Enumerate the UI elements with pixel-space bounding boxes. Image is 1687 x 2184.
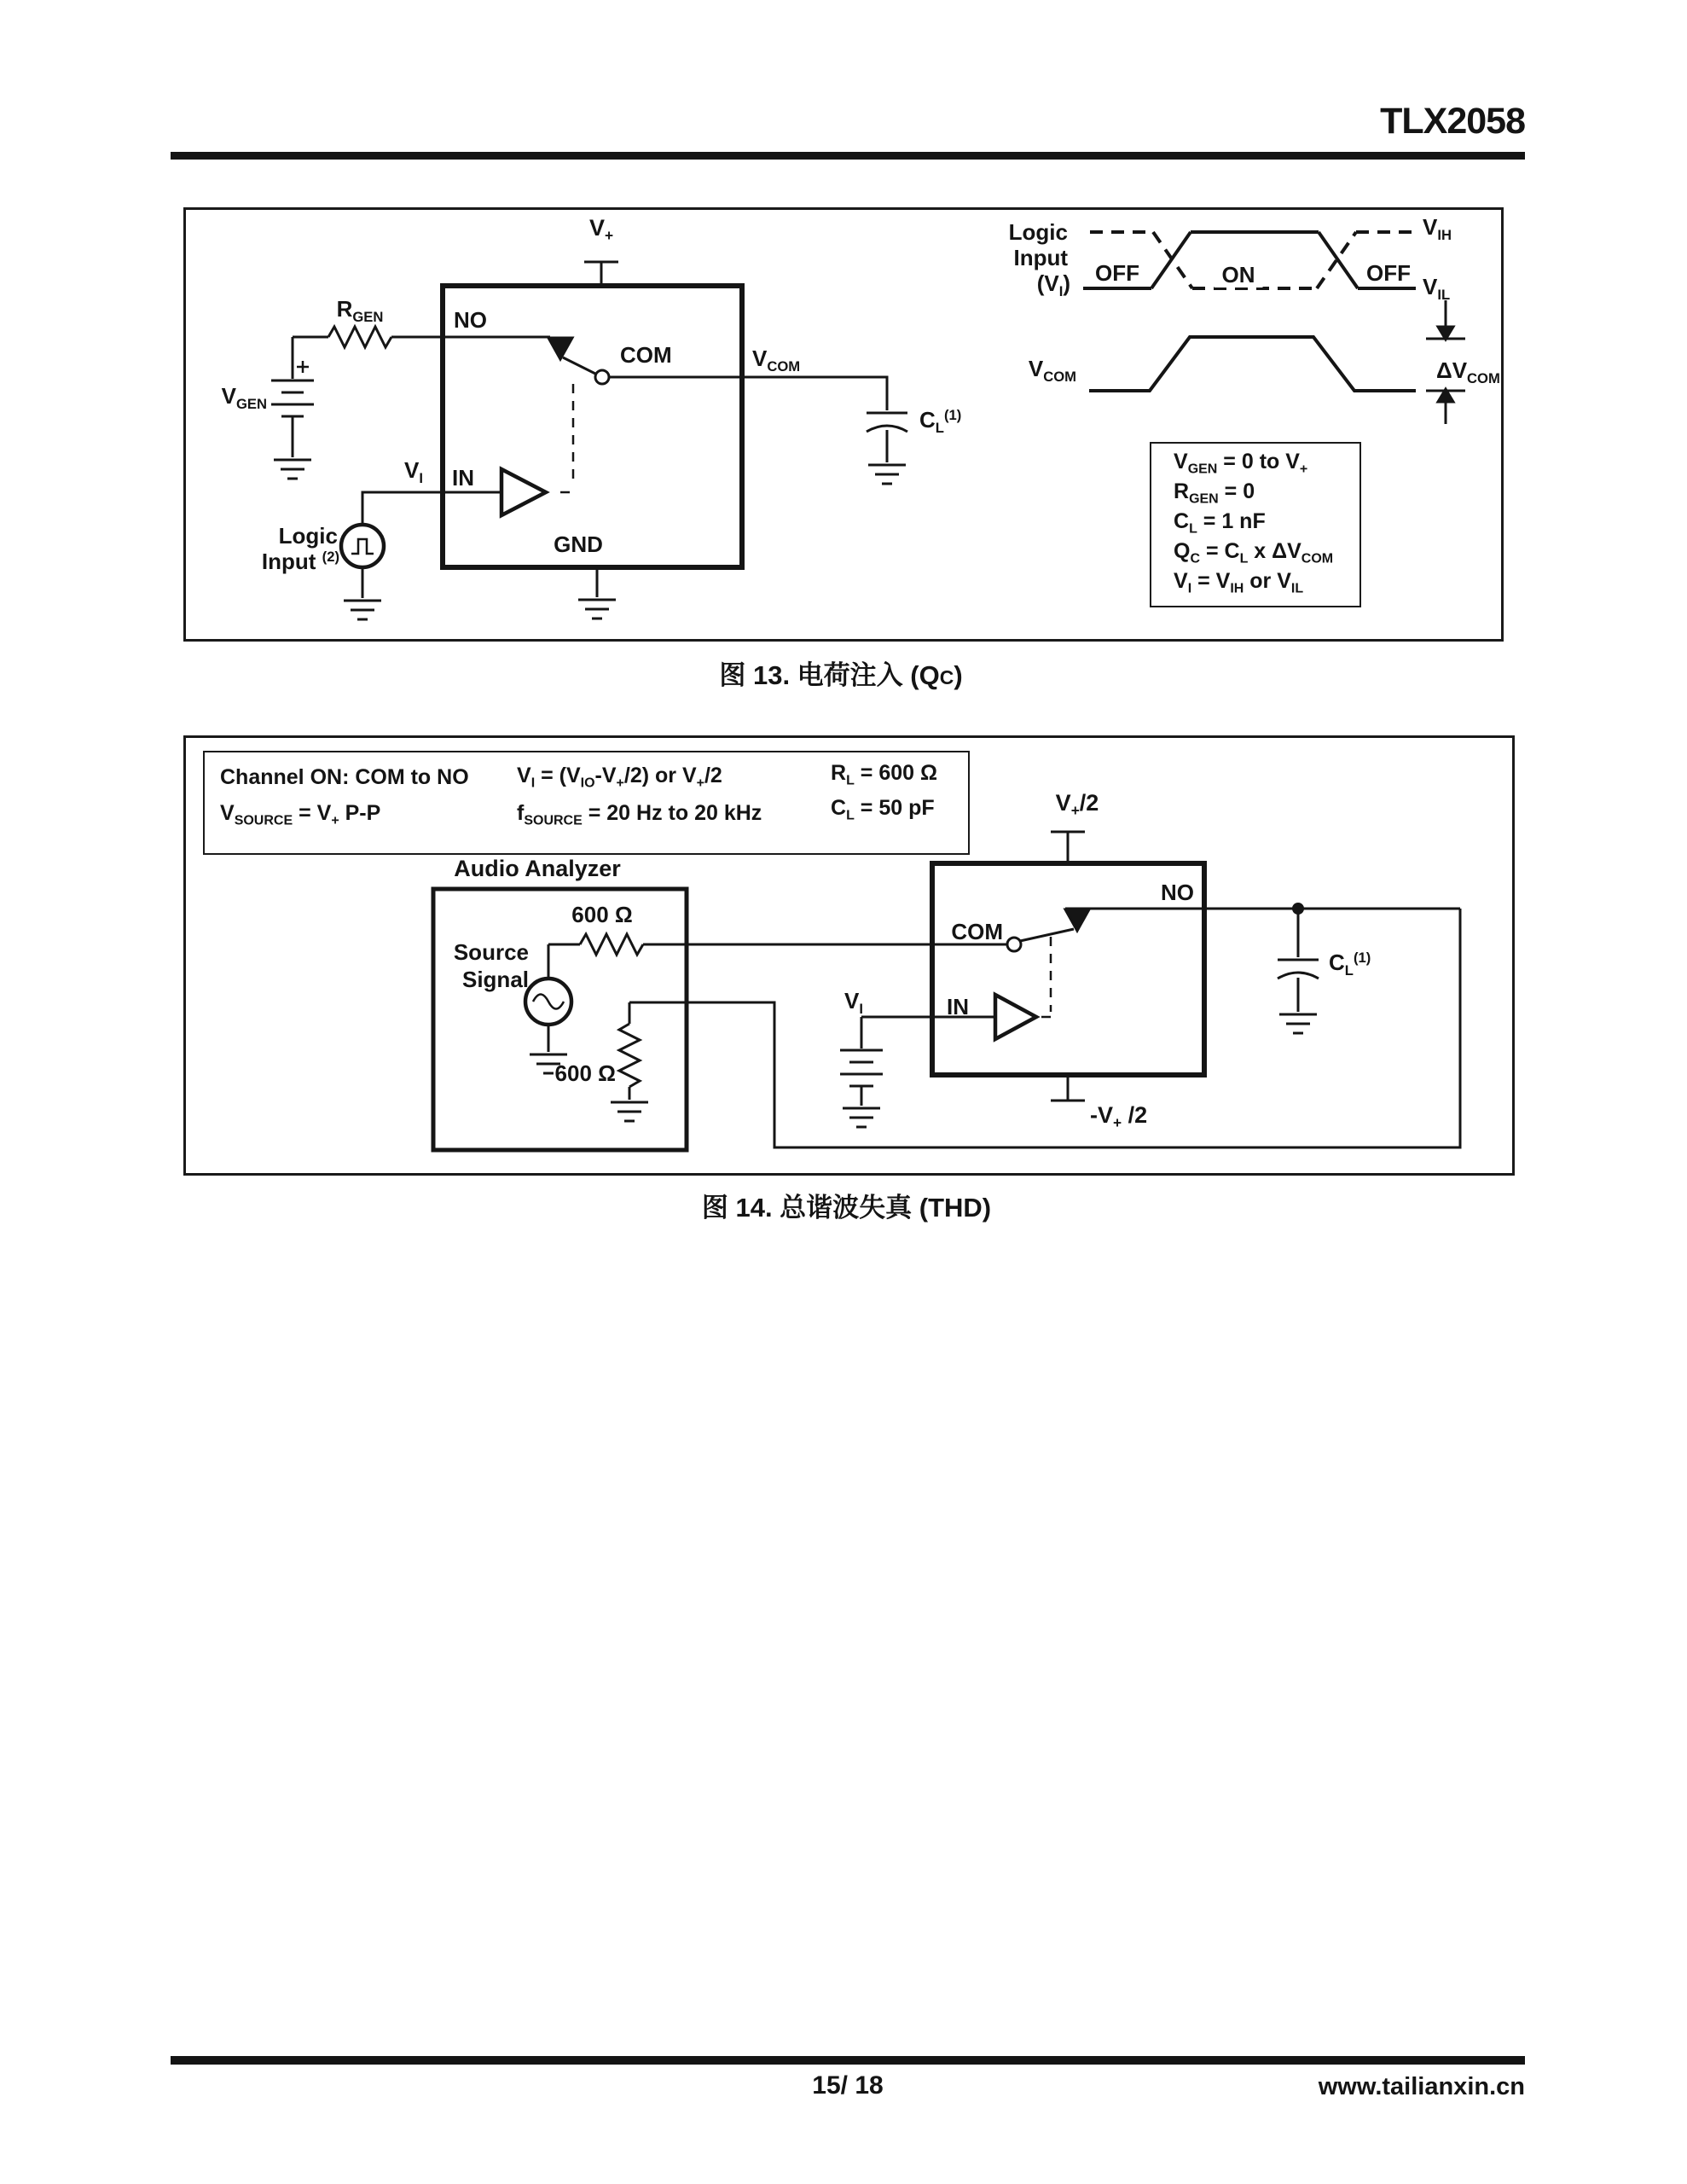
fig14-vi-label: $V_I$ — [844, 988, 863, 1017]
fig14-buffer — [995, 995, 1036, 1039]
fig13-logic-source — [341, 525, 384, 567]
fig14-series-resistor-label: 600 Ω — [571, 902, 633, 927]
fig14-cl-capacitor — [1278, 909, 1319, 1033]
fig13-vgen-ground-icon — [274, 416, 311, 479]
fig14-pin-com: COM — [951, 919, 1003, 944]
fig13-ic-box — [443, 286, 742, 567]
fig13-wf-vil-label: $V_{IL}$ — [1423, 274, 1451, 303]
fig14-condition-c1-row1: Channel ON: COM to NO — [220, 765, 469, 789]
fig14-vplus-half-label: $V_+/2$ — [1055, 790, 1099, 820]
fig14-series-resistor-and-com-wire — [548, 934, 1007, 955]
fig14-condition-c3-row1: $R_L = 600$ Ω — [831, 761, 938, 788]
fig14-vplus-pin — [1051, 832, 1085, 863]
fig14-condition-c2-row1: $V_I = (V_{IO}-V_+/2)$ or $V_+/2$ — [517, 764, 722, 791]
fig13-wf-vih-label: $V_{IH}$ — [1423, 214, 1452, 243]
fig14-neg-vplus-pin — [1051, 1075, 1085, 1101]
fig13-wf-delta-vcom-label: $\Delta V_{COM}$ — [1436, 357, 1500, 386]
fig13-wf-off2-label: OFF — [1366, 260, 1411, 286]
fig13-condition-row-5: $V_I = V_{IH}$ or $V_{IL}$ — [1174, 569, 1304, 596]
fig14-condition-c3-row2: $C_L = 50$ pF — [831, 796, 935, 823]
fig13-logic-input-label-line2: Input $^{(2)}$ — [261, 548, 339, 574]
fig13-cl-capacitor — [867, 413, 907, 432]
fig14-source-label-line1: Source — [453, 939, 529, 965]
figure14-caption: 图 14. 总谐波失真 (THD) — [701, 1193, 992, 1223]
fig13-condition-row-2: $R_{GEN} = 0$ — [1174, 479, 1255, 507]
fig13-wf-vcom-label: $V_{COM}$ — [1028, 356, 1076, 385]
fig13-pin-no: NO — [454, 307, 487, 333]
footer-website: www.tailianxin.cn — [1318, 2073, 1525, 2100]
fig13-condition-row-4: $Q_C = C_L$ x $\Delta V_{COM}$ — [1174, 539, 1334, 566]
fig14-com-terminal — [1007, 938, 1021, 951]
fig13-buffer — [501, 469, 546, 515]
fig14-switch-arm — [1020, 929, 1074, 941]
fig13-rgen-label: $R_{GEN}$ — [336, 296, 384, 325]
page-title: TLX2058 — [1380, 101, 1525, 142]
fig13-pin-in: IN — [452, 465, 474, 491]
fig13-vcom-wire — [609, 377, 887, 410]
fig13-condition-row-3: $C_L = 1$ nF — [1174, 509, 1266, 537]
fig13-vgen-battery — [271, 380, 314, 416]
fig14-neg-vplus-half-label: $-V_+$ /2 — [1090, 1102, 1148, 1132]
fig13-wf-source-label-line2: Input — [1013, 245, 1068, 270]
fig13-logic-ground-icon — [344, 567, 381, 619]
fig14-cl-label: $C_L^{(1)}$ — [1329, 949, 1371, 979]
fig13-vplus-label: $V_+$ — [588, 215, 614, 245]
fig14-shunt-resistor — [611, 1002, 648, 1121]
fig13-cl-ground-icon — [868, 430, 906, 484]
fig14-source-label-line2: Signal — [461, 967, 529, 992]
wf-vcom-trace — [1089, 337, 1416, 391]
fig13-cl-label: $C_L^{(1)}$ — [919, 406, 962, 436]
fig13-pin-com: COM — [620, 342, 672, 368]
fig13-vplus-pin — [584, 262, 618, 286]
fig13-wf-on-label: ON — [1215, 263, 1263, 288]
fig13-com-terminal — [595, 370, 609, 384]
footer-page-number: 15/ 18 — [812, 2071, 884, 2100]
fig14-condition-c1-row2: $V_{SOURCE} = V_+$ P-P — [220, 801, 381, 828]
figure13-caption: 图 13. 电荷注入 (QC) — [719, 660, 963, 690]
fig13-wf-source-label-line1: Logic — [1008, 219, 1068, 245]
fig14-pin-in: IN — [947, 994, 969, 1019]
fig14-control-dashed-line — [1038, 937, 1051, 1017]
fig13-vcom-label: $V_{COM}$ — [752, 346, 801, 375]
fig14-pin-no: NO — [1161, 880, 1194, 905]
fig13-vgen-label: $V_{GEN}$ — [221, 383, 267, 412]
fig14-shunt-resistor-label: 600 Ω — [554, 1060, 616, 1086]
fig13-logic-input-label-line1: Logic — [278, 523, 338, 549]
fig13-switch-arrowhead-icon — [548, 338, 572, 359]
fig14-vi-battery — [840, 1017, 883, 1127]
fig14-analyzer-title: Audio Analyzer — [454, 856, 621, 881]
fig13-battery-plus-icon — [297, 361, 309, 373]
fig13-vi-label: $V_I$ — [404, 457, 423, 486]
fig13-control-dashed-line — [553, 384, 573, 492]
fig14-switch-arrowhead-icon — [1065, 909, 1089, 931]
fig13-pin-gnd: GND — [554, 531, 603, 557]
fig13-wf-off1-label: OFF — [1095, 260, 1139, 286]
fig13-in-wire — [362, 492, 501, 525]
fig13-condition-row-1: $V_{GEN} = 0$ to $V_+$ — [1174, 450, 1308, 477]
fig13-gnd-pin — [578, 567, 616, 619]
fig13-wf-source-label-line3: $(V_I)$ — [1036, 270, 1070, 299]
fig13-rgen-resistor — [293, 327, 550, 347]
fig14-condition-c2-row2: $f_{SOURCE} = 20$ Hz to 20 kHz — [517, 801, 762, 828]
fig13-switch-arm — [563, 357, 595, 374]
